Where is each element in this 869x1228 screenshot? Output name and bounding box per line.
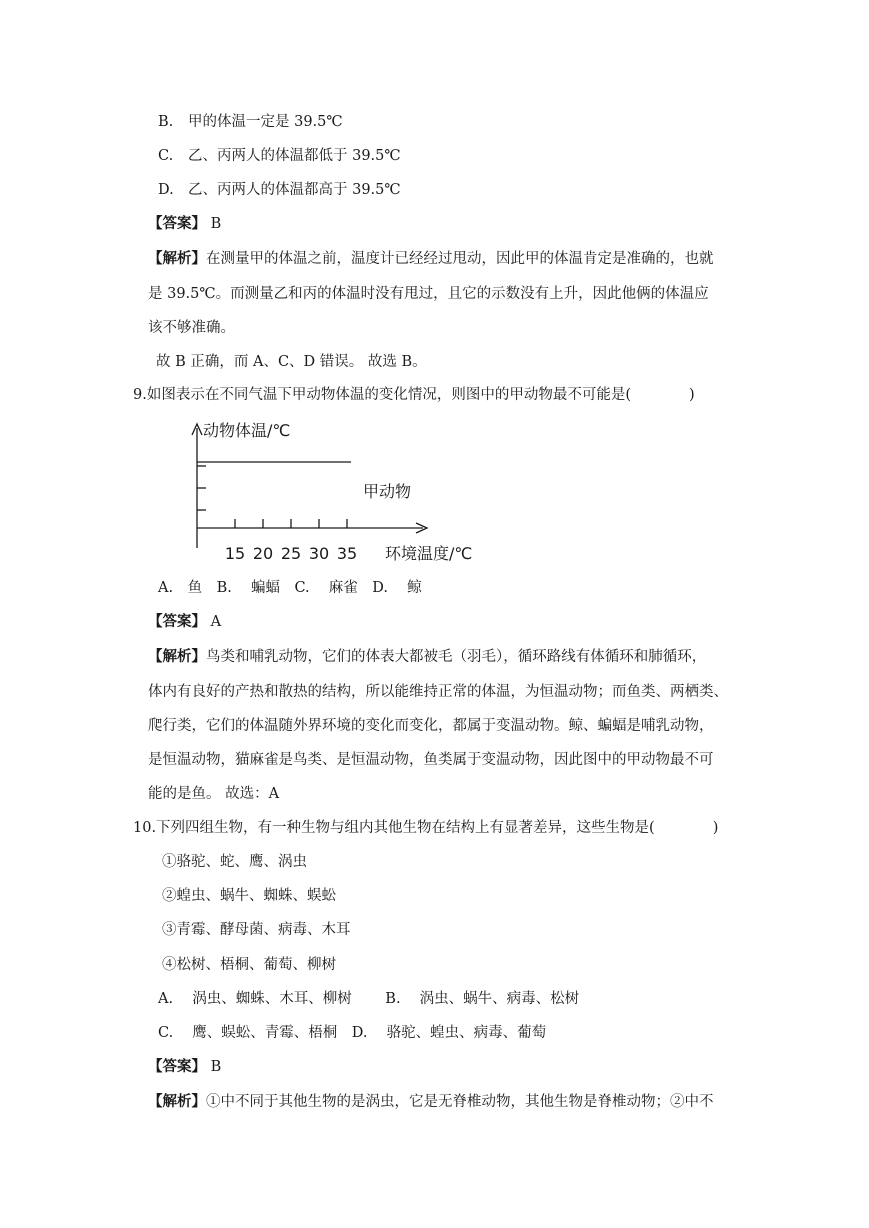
option-text: 乙、丙两人的体温都低于 39.5℃ [188,148,401,164]
answer-label: 【答案】 [148,1058,206,1075]
y-axis-label: 动物体温/℃ [203,421,291,440]
x-tick-label: 35 [336,544,358,563]
answer-value: B [210,216,222,232]
q9-analysis-line-5: 能的是鱼。 故选：A [148,786,280,802]
q9-answer [148,612,221,632]
q10-analysis-line-1 [148,1092,714,1112]
analysis-text: ①中不同于其他生物的是涡虫，它是无脊椎动物，其他生物是脊椎动物；②中不 [206,1094,714,1110]
answer-label: 【答案】 [148,613,206,630]
x-tick-label: 15 [224,544,246,563]
analysis-label: 【解析】 [148,250,206,267]
answer-label: 【答案】 [148,215,206,232]
answer-value: A [210,614,222,630]
q8-option-b [158,112,343,132]
q10-answer [148,1057,221,1077]
q10-options-line-1: A. 涡虫、蜘蛛、木耳、柳树 B. 涡虫、蜗牛、病毒、松树 [158,991,580,1007]
analysis-label: 【解析】 [148,1093,206,1110]
q9-analysis-line-2: 体内有良好的产热和散热的结构，所以能维持正常的体温，为恒温动物；而鱼类、两栖类、 [148,684,728,700]
analysis-label: 【解析】 [148,648,206,665]
analysis-text: 在测量甲的体温之前，温度计已经经过甩动，因此甲的体温肯定是准确的，也就 [206,251,714,267]
answer-value: B [210,1059,222,1075]
x-tick-label: 25 [280,544,302,563]
option-letter: D. [158,182,174,198]
q8-analysis-line-3: 该不够准确。 [148,320,235,336]
x-tick-label: 30 [308,544,330,563]
q8-analysis-line-2: 是 39.5℃。而测量乙和丙的体温时没有甩过，且它的示数没有上升，因此他俩的体温应 [148,286,709,302]
q8-analysis-line-1 [148,249,714,269]
q10-group-3: ③青霉、酵母菌、病毒、木耳 [162,922,351,938]
q8-analysis-line-4: 故 B 正确，而 A、C、D 错误。 故选 B。 [156,354,427,370]
analysis-text: 鸟类和哺乳动物，它们的体表大都被毛（羽毛），循环路线有体循环和肺循环， [206,649,707,665]
q10-group-2: ②蝗虫、蜗牛、蜘蛛、蜈蚣 [162,888,336,904]
x-tick-label: 20 [252,544,274,563]
q10-group-1: ①骆驼、蛇、鹰、涡虫 [162,854,307,870]
series-label: 甲动物 [363,482,412,501]
q9-analysis-line-3: 爬行类，它们的体温随外界环境的变化而变化，都属于变温动物。鲸、蝙蝠是哺乳动物， [148,718,714,734]
q8-answer [148,214,221,234]
option-letter: C. [158,148,174,164]
q10-options-line-2: C. 鹰、蜈蚣、青霉、梧桐 D. 骆驼、蝗虫、病毒、葡萄 [158,1025,547,1041]
q8-option-c [158,146,401,166]
q9-chart [185,416,495,571]
x-axis-label: 环境温度/℃ [385,544,473,563]
q9-analysis-line-4: 是恒温动物，猫麻雀是鸟类、是恒温动物，鱼类属于变温动物，因此图中的甲动物最不可 [148,752,714,768]
option-text: 甲的体温一定是 39.5℃ [188,114,343,130]
q10-stem: 10.下列四组生物，有一种生物与组内其他生物在结构上有显著差异，这些生物是( ) [133,820,719,836]
q9-stem: 9.如图表示在不同气温下甲动物体温的变化情况，则图中的甲动物最不可能是( ) [133,387,695,403]
q9-analysis-line-1 [148,647,706,667]
q9-options: A. 鱼 B. 蝙蝠 C. 麻雀 D. 鲸 [158,580,422,596]
option-text: 乙、丙两人的体温都高于 39.5℃ [188,182,401,198]
q10-group-4: ④松树、梧桐、葡萄、柳树 [162,957,336,973]
option-letter: B. [158,114,174,130]
q8-option-d [158,180,401,200]
